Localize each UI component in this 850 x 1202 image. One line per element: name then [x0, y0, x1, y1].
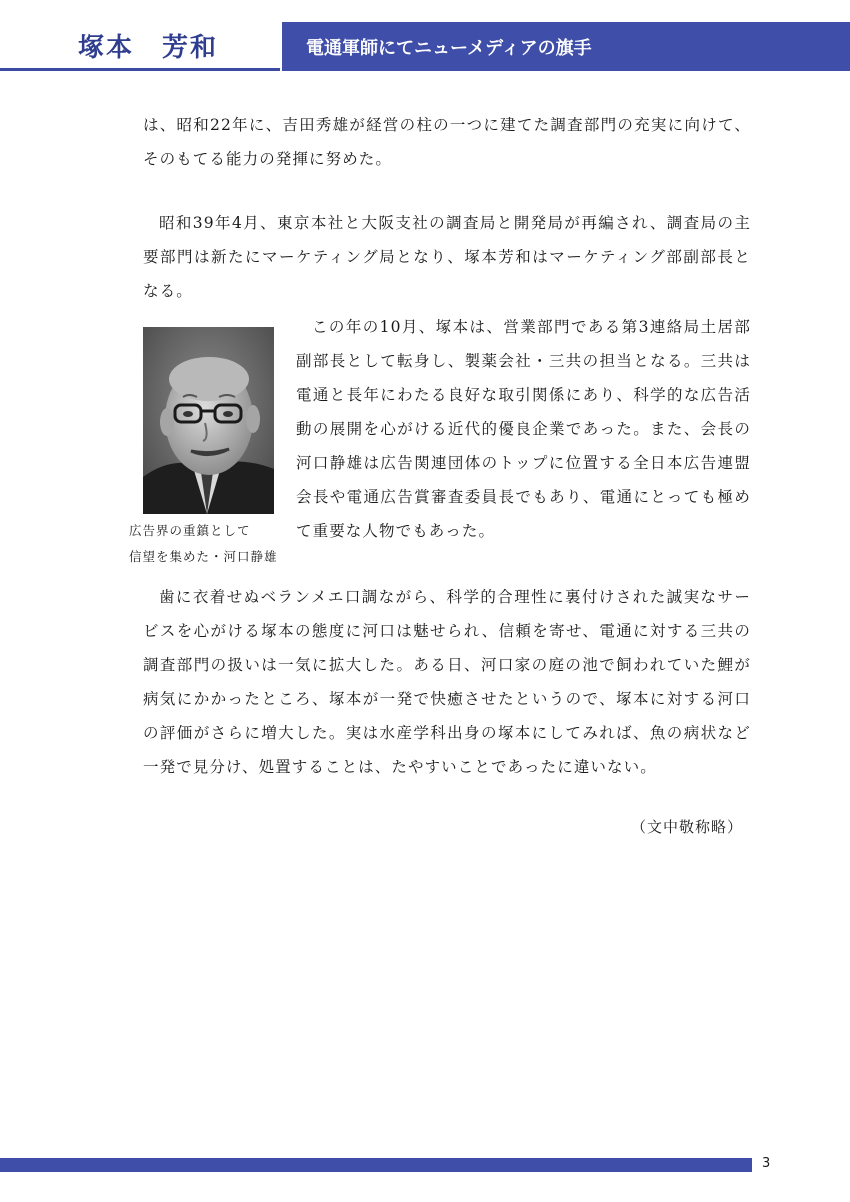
paragraph-4: 歯に衣着せぬベランメエ口調ながら、科学的合理性に裏付けされた誠実なサービスを心がける塚本の態度に河口は魅せられ、信頼を寄せ、電通に対する三共の調査部門の扱いは一気に拡大した。ある日、河口家の庭の池で飼われていた鯉が病気にかかったところ、塚本が一発で快癒させたというので、塚本に対する河口の評価がさらに増大した。実は水産学科出身の塚本にしてみれば、魚の病状など一発で見分け、処置することは、たやすいことであったに違いない。 — [143, 588, 751, 776]
caption-line-2: 信望を集めた・河口静雄 — [129, 549, 278, 564]
person-name: 塚本 芳和 — [78, 32, 219, 63]
photo-caption — [129, 518, 299, 570]
caption-line-1: 広告界の重鎮として — [129, 523, 251, 538]
paragraph-1: は、昭和22年に、吉田秀雄が経営の柱の一つに建てた調査部門の充実に向けて、そのもてる能力の発揮に努めた。 — [143, 116, 751, 168]
person-name-block — [0, 22, 280, 71]
page-number: 3 — [762, 1156, 771, 1171]
footer-bar — [0, 1158, 752, 1172]
honorific-note: （文中敬称略） — [630, 818, 743, 836]
header-subtitle: 電通軍師にてニューメディアの旗手 — [306, 37, 592, 59]
paragraph-2: 昭和39年4月、東京本社と大阪支社の調査局と開発局が再編され、調査局の主要部門は新たにマーケティング局となり、塚本芳和はマーケティング部副部長となる。 — [143, 214, 751, 300]
paragraph-3: この年の10月、塚本は、営業部門である第3連絡局土居部副部長として転身し、製薬会社・三共の担当となる。三共は電通と長年にわたる良好な取引関係にあり、科学的な広告活動の展開を心がける近代的優良企業であった。また、会長の河口静雄は広告関連団体のトップに位置する全日本広告連盟会長や電通広告賞審査委員長でもあり、電通にとっても極めて重要な人物でもあった。 — [296, 318, 751, 540]
header-band — [282, 22, 850, 71]
page-header — [0, 22, 850, 72]
portrait-photo — [143, 327, 274, 514]
